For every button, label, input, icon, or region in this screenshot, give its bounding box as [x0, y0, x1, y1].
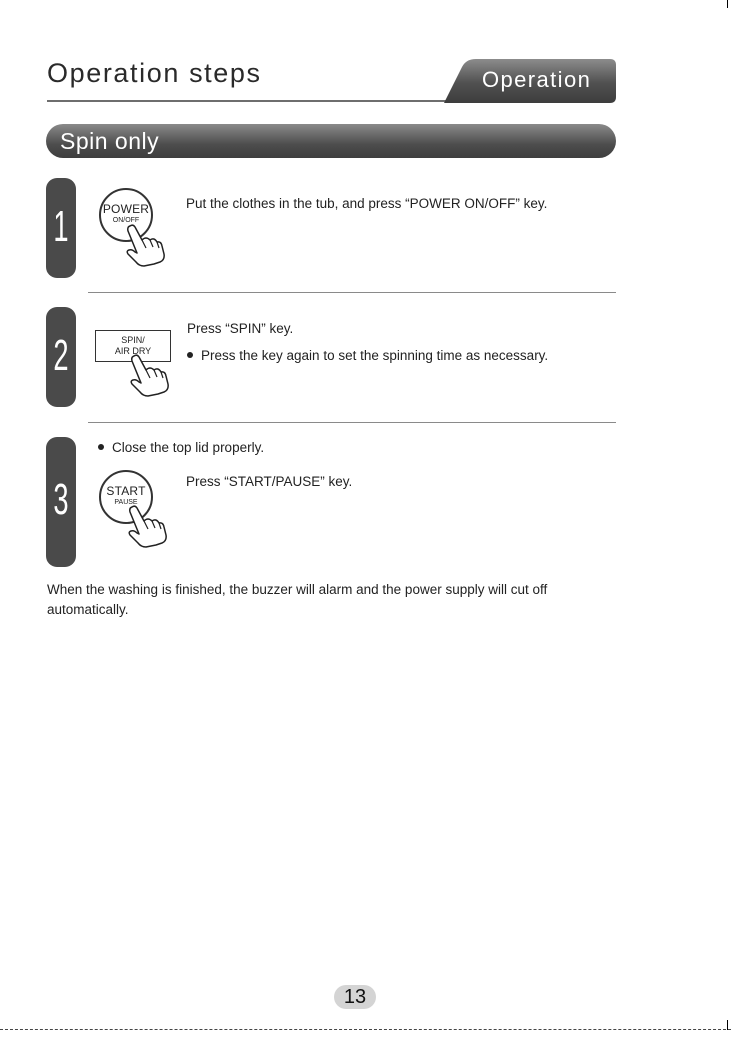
closing-note: When the washing is finished, the buzzer will alarm and the power supply will cut off automatically. — [47, 582, 548, 617]
step-3-number: 3 — [53, 475, 69, 524]
power-key-label: POWER — [102, 202, 150, 216]
step-1-number: 1 — [53, 202, 69, 251]
start-key-sublabel: PAUSE — [114, 499, 138, 506]
page-number: 13 — [334, 985, 376, 1009]
section-title: Spin only — [60, 128, 160, 154]
header-divider — [47, 100, 467, 102]
bullet-icon — [98, 444, 104, 450]
step-2-bullet — [187, 348, 548, 363]
step-1-instruction: Put the clothes in the tub, and press “POWER ON/OFF” key. — [186, 196, 548, 211]
crop-mark — [727, 1020, 728, 1030]
cut-line — [0, 1029, 731, 1030]
step-2-instruction: Press “SPIN” key. — [187, 321, 294, 336]
start-key-label: START — [106, 484, 146, 498]
pressing-hand-icon — [126, 503, 168, 549]
spin-key-label-line1: SPIN/ — [121, 335, 145, 345]
step-2-bullet-text: Press the key again to set the spinning time as necessary. — [201, 348, 549, 363]
step-3-instruction: Press “START/PAUSE” key. — [186, 474, 353, 489]
crop-mark — [727, 0, 728, 8]
step-3-bullet — [98, 440, 264, 455]
step-3-tab — [46, 437, 76, 567]
bullet-icon — [187, 352, 193, 358]
step-3-bullet-text: Close the top lid properly. — [112, 440, 265, 455]
step-divider-2 — [88, 422, 616, 423]
power-key-sublabel: ON/OFF — [112, 217, 140, 224]
section-tab-label: Operation — [482, 67, 592, 92]
spin-key-label-line2: AIR DRY — [114, 346, 152, 356]
pressing-hand-icon — [128, 352, 170, 398]
step-2-number: 2 — [53, 331, 69, 380]
step-1-tab — [46, 178, 76, 278]
pressing-hand-icon — [124, 222, 166, 268]
step-2-tab — [46, 307, 76, 407]
page-title: Operation steps — [47, 58, 262, 88]
step-divider-1 — [88, 292, 616, 293]
